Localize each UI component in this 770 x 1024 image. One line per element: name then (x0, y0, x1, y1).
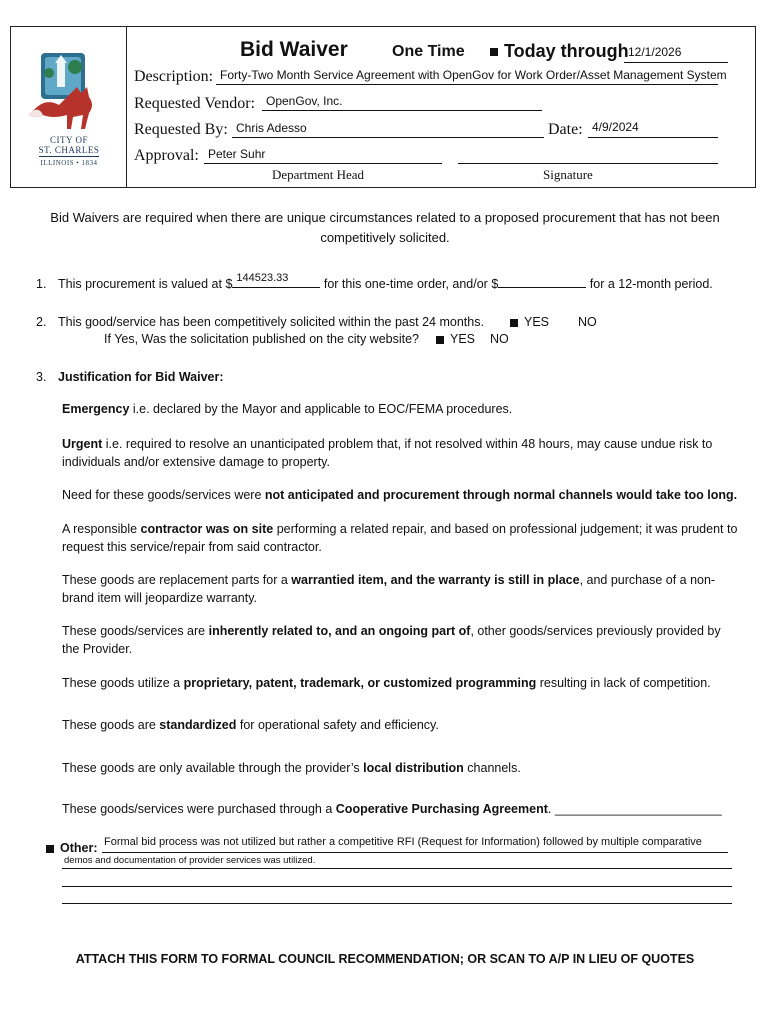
logo-divider (39, 156, 99, 157)
one-time-value-field[interactable] (232, 272, 320, 288)
coop-text-b: . ________________________ (547, 802, 722, 816)
checked-box-icon (46, 845, 54, 853)
description-underline (216, 84, 718, 85)
contractor-text-a: A responsible (62, 522, 141, 536)
standardized-bold: standardized (159, 718, 237, 732)
local-text-a: These goods are only available through the provider’s (62, 761, 364, 775)
urgent-text: i.e. required to resolve an unanticipated problem that, if not resolved within 48 hours, may cause undue risk to individuals and/or extensive damage to property. (62, 437, 713, 469)
item-2-text: This good/service has been competitively solicited within the past 24 months. (58, 315, 484, 329)
need-text: Need for these goods/services were (62, 488, 265, 502)
inherent-text-a: These goods/services are (62, 624, 209, 638)
department-head-field[interactable]: Peter Suhr (208, 147, 266, 161)
urgent-bold: Urgent (62, 437, 103, 451)
emergency-bold: Emergency (62, 402, 130, 416)
vendor-field[interactable]: OpenGov, Inc. (266, 94, 343, 108)
other-underline-4[interactable] (62, 903, 732, 904)
other-explanation-line-2[interactable]: demos and documentation of provider services was utilized. (64, 855, 316, 866)
item-1-text-a: This procurement is valued at $ (58, 277, 233, 291)
requested-by-field[interactable]: Chris Adesso (236, 121, 307, 135)
warranty-bold: warrantied item, and the warranty is still in place (291, 573, 580, 587)
emergency-text: i.e. declared by the Mayor and applicable to EOC/FEMA procedures. (129, 402, 513, 416)
item-1-text-c: for a 12-month period. (589, 277, 713, 291)
item-1-number: 1. (36, 277, 47, 291)
other-underline-3[interactable] (62, 886, 732, 887)
other-underline-1 (102, 852, 728, 853)
one-time-value: 144523.33 (236, 272, 289, 284)
requested-by-label: Requested By: (134, 121, 228, 138)
justification-standardized[interactable] (62, 717, 742, 735)
justification-proprietary[interactable] (62, 675, 752, 693)
contractor-bold: contractor was on site (140, 522, 274, 536)
signature-underline[interactable] (458, 163, 718, 164)
item-2-sub-no-option[interactable]: NO (490, 332, 509, 346)
standardized-text-b: for operational safety and efficiency. (236, 718, 439, 732)
checked-box-icon (436, 336, 444, 344)
item-3-number: 3. (36, 370, 47, 384)
footer-instruction: ATTACH THIS FORM TO FORMAL COUNCIL RECOMMENDATION; OR SCAN TO A/P IN LIEU OF QUOTES (75, 952, 695, 966)
justification-cooperative-purchasing[interactable] (62, 801, 752, 819)
need-bold: not anticipated and procurement through normal channels would take too long. (264, 488, 738, 502)
proprietary-bold: proprietary, patent, trademark, or customized programming (183, 676, 537, 690)
other-explanation-line-1[interactable]: Formal bid process was not utilized but rather a competitive RFI (Request for Information) followed by multiple comparative (104, 836, 702, 848)
item-2-sub-yes-label: YES (450, 332, 476, 346)
warranty-text-a: These goods are replacement parts for a (62, 573, 292, 587)
proprietary-text-b: resulting in lack of competition. (536, 676, 711, 690)
item-2-yes-option[interactable] (510, 314, 549, 332)
justification-warranty[interactable] (62, 572, 722, 607)
description-label: Description: (134, 68, 214, 85)
warranty-text-b: , and purchase of a non-brand item will jeopardize warranty. (62, 573, 716, 605)
vendor-label: Requested Vendor: (134, 95, 256, 112)
department-head-caption: Department Head (272, 167, 365, 182)
today-through-label: Today through (504, 41, 629, 61)
local-text-b: channels. (463, 761, 521, 775)
today-through-option[interactable] (490, 41, 629, 62)
fox-tower-logo-icon (29, 53, 109, 133)
inherent-text-b: , other goods/services previously provided by the Provider. (62, 624, 721, 656)
coop-bold: Cooperative Purchasing Agreement (335, 802, 548, 816)
intro-text: Bid Waivers are required when there are unique circumstances related to a proposed procurement that has not been competitively solicited. (50, 210, 720, 245)
signature-caption: Signature (543, 167, 593, 182)
checked-box-icon (490, 48, 498, 56)
vendor-underline (262, 110, 542, 111)
date-underline (588, 137, 718, 138)
checked-box-icon (510, 319, 518, 327)
coop-text-a: These goods/services were purchased through a (62, 802, 336, 816)
logo-text-city-name: ST. CHARLES (38, 145, 100, 155)
justification-local-distribution[interactable] (62, 760, 742, 778)
justification-inherently-related[interactable] (62, 623, 732, 658)
item-1-text (58, 272, 713, 294)
today-date-value[interactable]: 12/1/2026 (628, 45, 682, 59)
logo-text-state-year: ILLINOIS • 1834 (40, 159, 98, 167)
today-date-underline (624, 62, 728, 63)
justification-urgent[interactable] (62, 436, 742, 471)
item-2-sub-yes-option[interactable] (436, 331, 475, 349)
other-underline-2 (62, 868, 732, 869)
standardized-text-a: These goods are (62, 718, 160, 732)
other-label: Other: (60, 841, 98, 855)
item-2-no-option[interactable]: NO (578, 315, 597, 329)
justification-not-anticipated[interactable] (62, 487, 752, 505)
item-2-number: 2. (36, 315, 47, 329)
item-3-heading: Justification for Bid Waiver: (58, 370, 224, 384)
item-2-sub-text: If Yes, Was the solicitation published on the city website? (104, 332, 419, 346)
department-head-underline (204, 163, 442, 164)
requested-by-underline (232, 137, 544, 138)
local-bold: local distribution (363, 761, 464, 775)
justification-emergency[interactable] (62, 401, 742, 419)
logo-text-city-of: CITY OF (50, 135, 88, 145)
contractor-text-b: performing a related repair, and based on professional judgement; it was prudent to request this service/repair from said contractor. (62, 522, 738, 554)
date-field[interactable]: 4/9/2024 (592, 120, 639, 134)
form-title: Bid Waiver (240, 38, 348, 61)
item-1-text-b: for this one-time order, and/or $ (323, 277, 499, 291)
description-field[interactable]: Forty-Two Month Service Agreement with OpenGov for Work Order/Asset Management System (220, 68, 727, 82)
justification-contractor-on-site[interactable] (62, 521, 742, 556)
one-time-option[interactable]: One Time (392, 43, 465, 60)
inherent-bold: inherently related to, and an ongoing part of (208, 624, 471, 638)
date-label: Date: (548, 121, 583, 138)
twelve-month-value-field[interactable] (498, 276, 586, 288)
proprietary-text-a: These goods utilize a (62, 676, 184, 690)
approval-label: Approval: (134, 147, 199, 164)
item-2-yes-label: YES (524, 315, 550, 329)
city-logo (11, 27, 127, 187)
